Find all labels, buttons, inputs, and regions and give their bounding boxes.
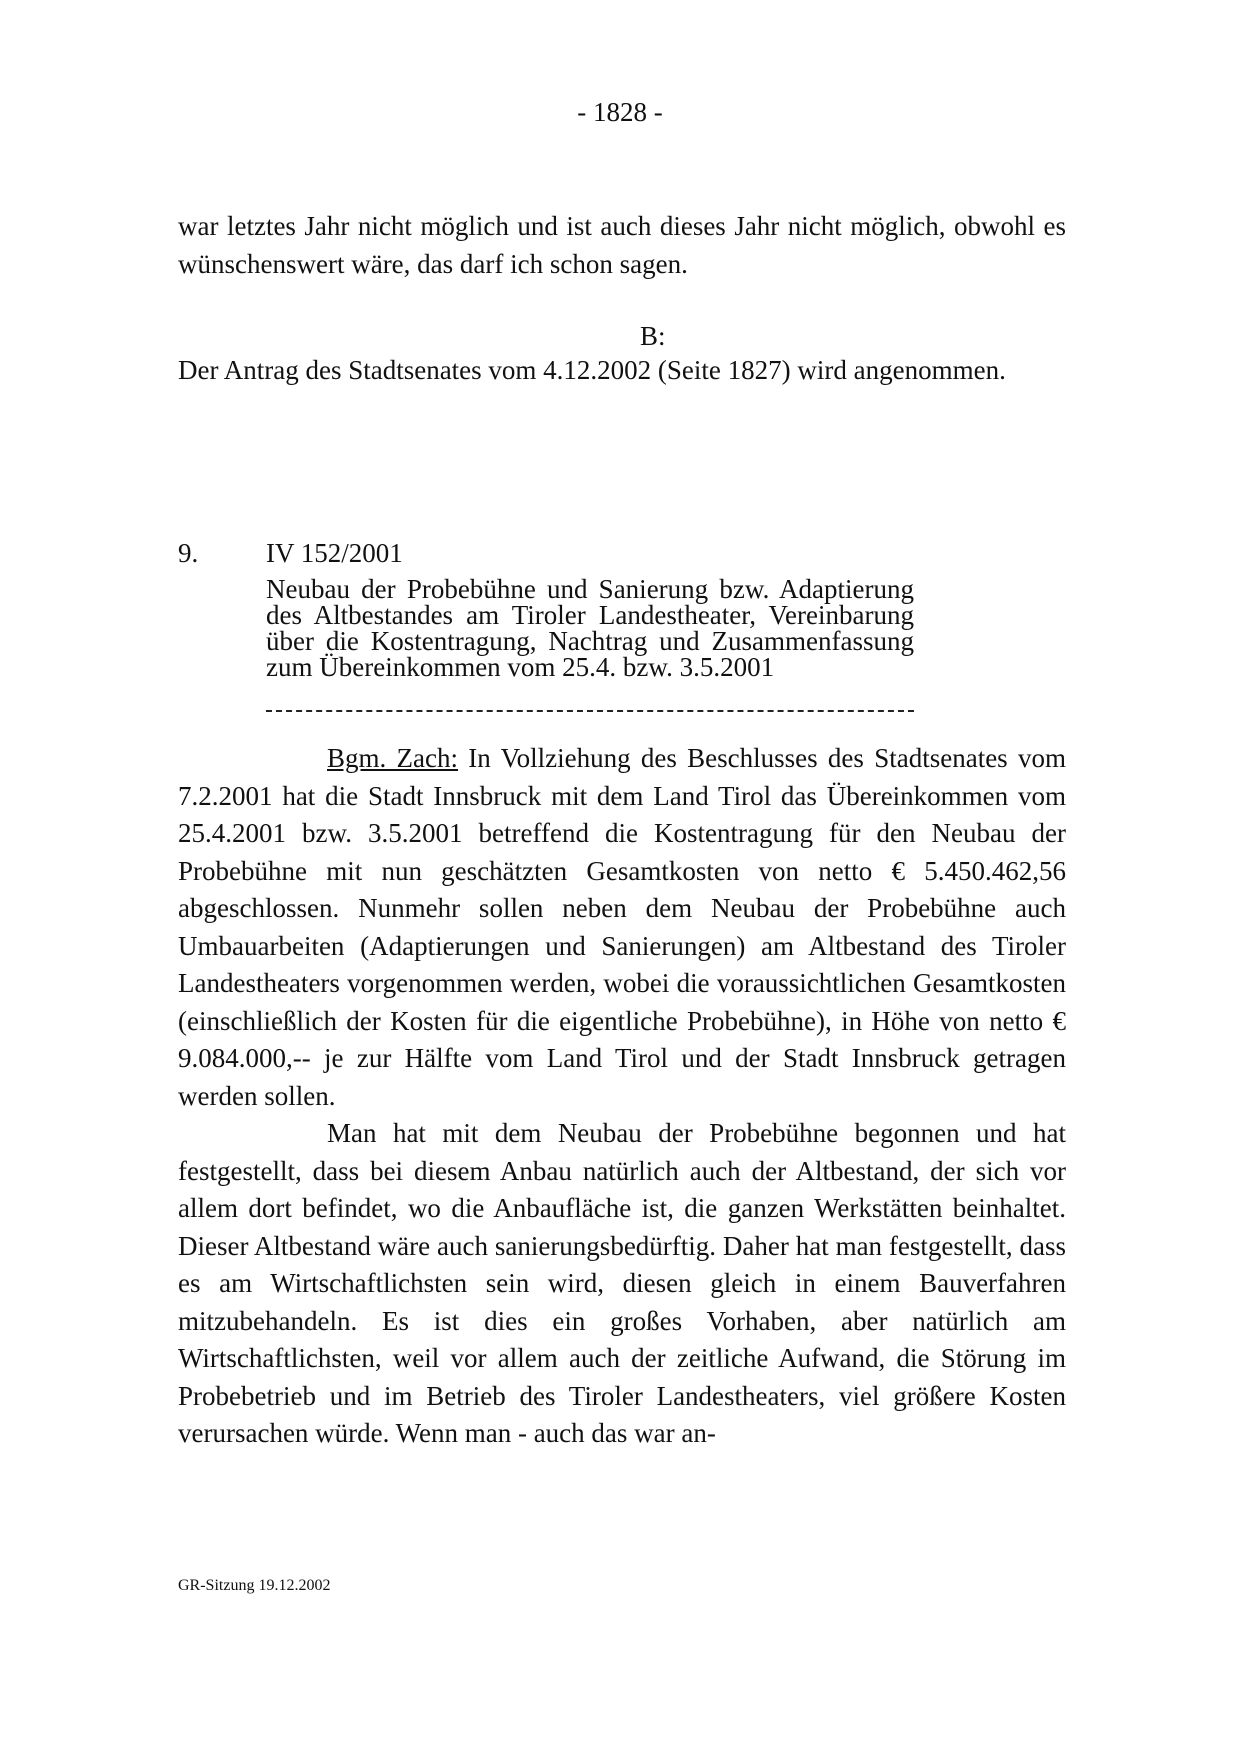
agenda-item-number: 9. bbox=[178, 538, 199, 568]
resolution-text: Der Antrag des Stadtsenates vom 4.12.2002 (Seite 1827) wird angenommen. bbox=[178, 355, 1006, 385]
section-b-label: B: bbox=[640, 321, 666, 351]
page-number: - 1828 - bbox=[577, 97, 663, 127]
resolution-paragraph bbox=[178, 356, 1066, 384]
intro-text: war letztes Jahr nicht möglich und ist auch dieses Jahr nicht möglich, obwohl es wünschenswert wäre, das darf ich schon sagen. bbox=[178, 211, 1066, 279]
intro-paragraph bbox=[178, 208, 1066, 283]
agenda-item-separator bbox=[266, 710, 914, 712]
speech-paragraph-1-text: In Vollziehung des Beschlusses des Stadtsenates vom 7.2.2001 hat die Stadt Innsbruck mit dem Land Tirol das Übereinkommen vom 25.4.2001 bzw. 3.5.2001 betreffend die Kostentragung für den Neubau der Probebühne mit nun geschätzten Gesamtkosten von netto € 5.450.462,56 abgeschlossen. Nunmehr sollen neben dem Neubau der Probebühne auch Umbauarbeiten (Adaptierungen und Sanierungen) am Altbestand des Tiroler Landestheaters vorgenommen werden, wobei die voraussichtlichen Gesamtkosten (einschließlich der Kosten für die eigentliche Probebühne), in Höhe von netto € 9.084.000,-- je zur Hälfte vom Land Tirol und der Stadt Innsbruck getragen werden sollen. bbox=[178, 743, 1066, 1111]
agenda-item-reference: IV 152/2001 bbox=[266, 538, 403, 568]
speech-paragraph-2: Man hat mit dem Neubau der Probebühne begonnen und hat festgestellt, dass bei diesem Anbau natürlich auch der Altbestand, der sich vor allem dort befindet, wo die Anbaufläche ist, die ganzen Werkstätten beinhaltet. Dieser Altbestand wäre auch sanierungsbedürftig. Daher hat man festgestellt, dass es am Wirtschaftlichsten sein wird, diesen gleich in einem Bauverfahren mitzubehandeln. Es ist dies ein großes Vorhaben, aber natürlich am Wirtschaftlichsten, weil vor allem auch der zeitliche Aufwand, die Störung im Probebetrieb und im Betrieb des Tiroler Landestheaters, viel größere Kosten verursachen würde. Wenn man - auch das war an- bbox=[178, 1118, 1066, 1448]
speaker-name: Bgm. Zach: bbox=[327, 743, 459, 773]
speech-body bbox=[178, 740, 1066, 1453]
speech-paragraph-1 bbox=[178, 740, 1066, 1115]
page-footer: GR-Sitzung 19.12.2002 bbox=[178, 1577, 331, 1594]
agenda-item-title: Neubau der Probebühne und Sanierung bzw. Adaptierung des Altbestandes am Tiroler Landestheater, Vereinbarung über die Kostentragung, Nachtrag und Zusammenfassung zum Übereinkommen vom 25.4. bzw. 3.5.2001 bbox=[266, 574, 914, 682]
